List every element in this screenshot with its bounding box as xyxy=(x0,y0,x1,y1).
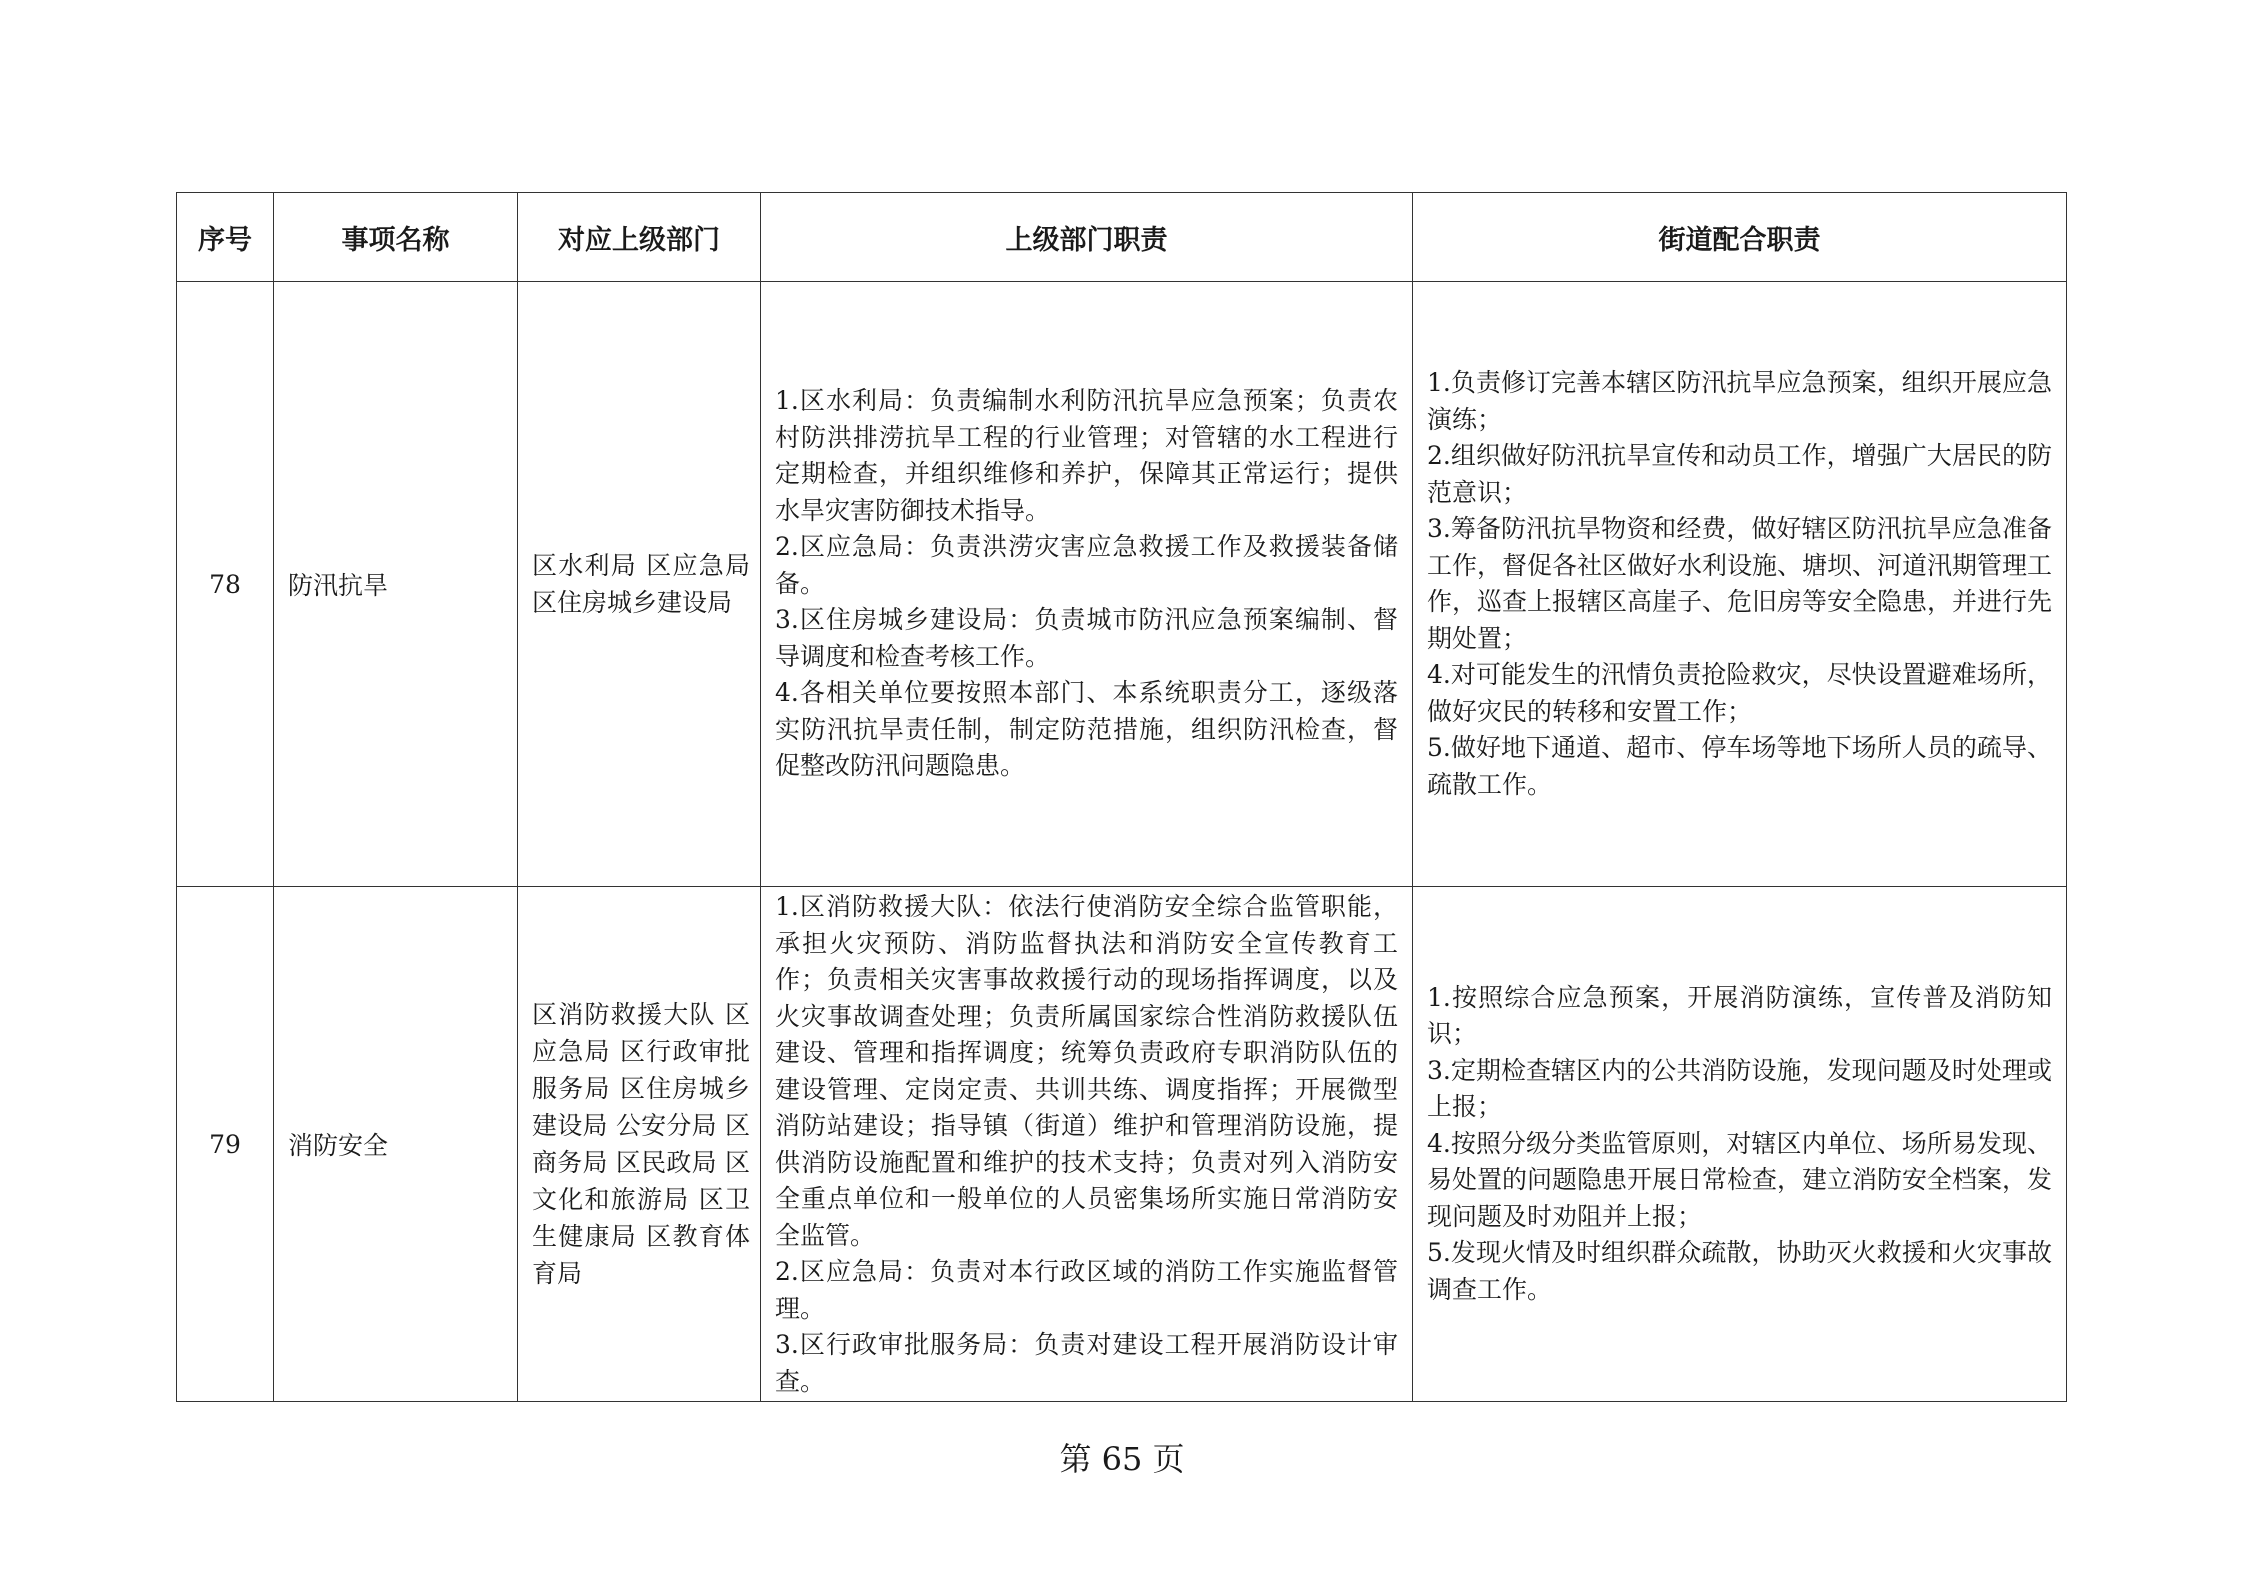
header-upper-dept: 对应上级部门 xyxy=(518,193,761,282)
row-item-name: 消防安全 xyxy=(274,887,518,1402)
row-seq: 79 xyxy=(177,887,274,1402)
street-duty-item: 4.按照分级分类监管原则，对辖区内单位、场所易发现、易处置的问题隐患开展日常检查，建立消防安全档案，发现问题及时劝阻并上报； xyxy=(1427,1128,2053,1231)
page-number: 第 65 页 xyxy=(1059,1440,1185,1478)
street-duty-item: 5.做好地下通道、超市、停车场等地下场所人员的疏导、疏散工作。 xyxy=(1427,733,2052,799)
street-duty-item: 1.负责修订完善本辖区防汛抗旱应急预案，组织开展应急演练； xyxy=(1427,368,2052,434)
upper-duty-item: 4.各相关单位要按照本部门、本系统职责分工，逐级落实防汛抗旱责任制，制定防范措施，组织防汛检查，督促整改防汛问题隐患。 xyxy=(775,678,1398,781)
street-duty-item: 5.发现火情及时组织群众疏散，协助灭火救援和火灾事故调查工作。 xyxy=(1427,1238,2052,1304)
upper-duty-item: 1.区水利局：负责编制水利防汛抗旱应急预案；负责农村防洪排涝抗旱工程的行业管理；对管辖的水工程进行定期检查，并组织维修和养护，保障其正常运行；提供水旱灾害防御技术指导。 xyxy=(775,386,1398,525)
upper-duty-item: 3.区住房城乡建设局：负责城市防汛应急预案编制、督导调度和检查考核工作。 xyxy=(775,605,1398,671)
row-upper-duties xyxy=(761,887,1413,1402)
header-item-name: 事项名称 xyxy=(274,193,518,282)
street-duty-item: 3.定期检查辖区内的公共消防设施，发现问题及时处理或上报； xyxy=(1427,1055,2052,1122)
street-duty-item: 3.筹备防汛抗旱物资和经费，做好辖区防汛抗旱应急准备工作，督促各社区做好水利设施、塘坝、河道汛期管理工作，巡查上报辖区高崖子、危旧房等安全隐患，并进行先期处置； xyxy=(1427,514,2053,653)
row-upper-dept: 区水利局 区应急局 区住房城乡建设局 xyxy=(518,282,761,887)
header-upper-duties: 上级部门职责 xyxy=(761,193,1413,282)
street-duty-item: 4.对可能发生的汛情负责抢险救灾，尽快设置避难场所，做好灾民的转移和安置工作； xyxy=(1427,660,2052,726)
table-row xyxy=(177,887,2067,1402)
header-street-duties: 街道配合职责 xyxy=(1413,193,2067,282)
upper-duty-item: 3.区行政审批服务局：负责对建设工程开展消防设计审查。 xyxy=(775,1330,1398,1396)
responsibility-table xyxy=(176,192,2067,1402)
upper-duty-item: 2.区应急局：负责对本行政区域的消防工作实施监督管理。 xyxy=(775,1257,1398,1323)
table-row xyxy=(177,282,2067,887)
row-upper-duties xyxy=(761,282,1413,887)
row-seq: 78 xyxy=(177,282,274,887)
row-upper-dept: 区消防救援大队 区应急局 区行政审批服务局 区住房城乡建设局 公安分局 区商务局 区民政局 区文化和旅游局 区卫生健康局 区教育体育局 xyxy=(518,887,761,1402)
street-duty-item: 1.按照综合应急预案，开展消防演练，宣传普及消防知识； xyxy=(1427,982,2052,1049)
upper-duty-item: 2.区应急局：负责洪涝灾害应急救援工作及救援装备储备。 xyxy=(775,532,1398,598)
header-seq: 序号 xyxy=(177,193,274,282)
table-header-row xyxy=(177,193,2067,282)
street-duty-item: 2.组织做好防汛抗旱宣传和动员工作，增强广大居民的防范意识； xyxy=(1427,441,2052,507)
row-item-name: 防汛抗旱 xyxy=(274,282,518,887)
row-street-duties xyxy=(1413,282,2067,887)
row-street-duties xyxy=(1413,887,2067,1402)
upper-duty-item: 1.区消防救援大队：依法行使消防安全综合监管职能，承担火灾预防、消防监督执法和消防安全宣传教育工作；负责相关灾害事故救援行动的现场指挥调度，以及火灾事故调查处理；负责所属国家综合性消防救援队伍建设、管理和指挥调度；统筹负责政府专职消防队伍的建设管理、定岗定责、共训共练、调度指挥；开展微型消防站建设；指导镇（街道）维护和管理消防设施，提供消防设施配置和维护的技术支持；负责对列入消防安全重点单位和一般单位的人员密集场所实施日常消防安全监管。 xyxy=(775,892,1398,1250)
